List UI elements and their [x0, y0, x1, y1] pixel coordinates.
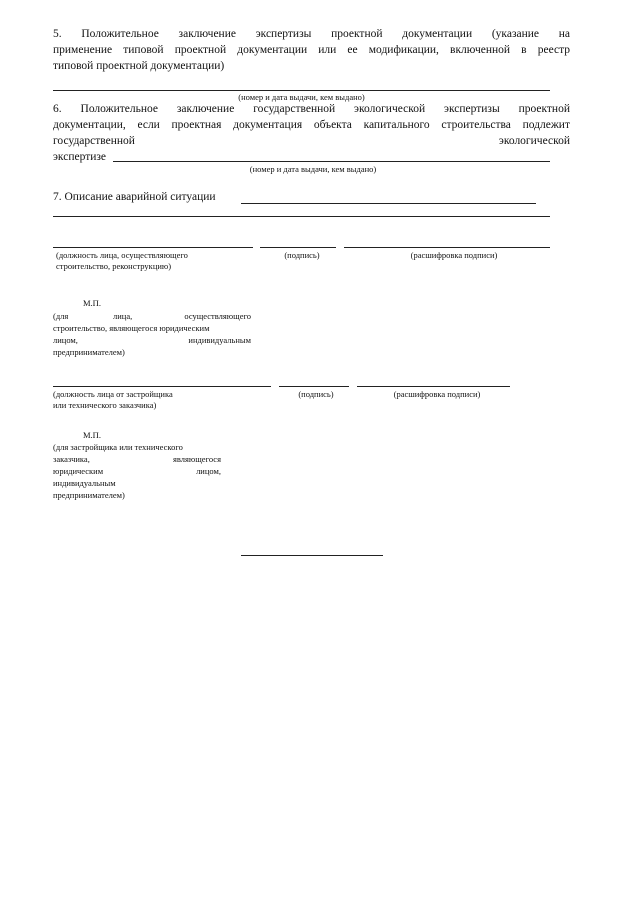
item7-fill-line-1[interactable]	[241, 203, 536, 204]
developer-decoding-line[interactable]	[357, 386, 510, 387]
builder-seal-line3a: лицом,	[53, 335, 78, 345]
item6-line4: экспертизе	[53, 151, 107, 163]
builder-decoding-line[interactable]	[344, 247, 550, 248]
item7-label: 7. Описание аварийной ситуации	[53, 191, 216, 203]
developer-position-line[interactable]	[53, 386, 271, 387]
developer-seal-line5: предпринимателем)	[53, 490, 125, 500]
builder-seal-line4: предпринимателем)	[53, 347, 125, 357]
developer-seal-line4: индивидуальным	[53, 478, 116, 488]
developer-seal-line2b: являющегося	[172, 454, 221, 464]
developer-signature-line[interactable]	[279, 386, 349, 387]
builder-signature-line[interactable]	[260, 247, 336, 248]
builder-seal-line3b: индивидуальным	[188, 335, 251, 345]
item5-caption: (номер и дата выдачи, кем выдано)	[238, 92, 365, 102]
item5-line1: 5. Положительное заключение экспертизы проектной документации (указание на	[53, 28, 570, 40]
developer-position-caption-2: или технического заказчика)	[53, 400, 157, 410]
developer-seal-line3a: юридическим	[53, 466, 104, 476]
builder-position-line[interactable]	[53, 247, 253, 248]
item5-line3: типовой проектной документации)	[53, 60, 225, 72]
item7-fill-line-2[interactable]	[53, 216, 550, 217]
builder-signature-caption: (подпись)	[284, 250, 320, 260]
item6-fill-line[interactable]	[113, 161, 550, 162]
developer-position-caption-1: (должность лица от застройщика	[53, 389, 173, 399]
item6-caption: (номер и дата выдачи, кем выдано)	[249, 164, 377, 174]
builder-position-caption-1: (должность лица, осуществляющего	[56, 250, 188, 260]
builder-seal-title: М.П.	[83, 298, 101, 308]
builder-decoding-caption: (расшифровка подписи)	[410, 250, 498, 260]
developer-seal-line2a: заказчика,	[53, 454, 90, 464]
developer-seal-line1: (для застройщика или технического	[53, 442, 183, 452]
item6-line2: документации, если проектная документация объекта капитального строительства подлежит	[53, 119, 570, 131]
developer-signature-caption: (подпись)	[298, 389, 334, 399]
builder-position-caption-2: строительство, реконструкцию)	[56, 261, 172, 271]
document-end-line	[241, 555, 383, 556]
item6-line3b: экологической	[498, 135, 570, 147]
developer-decoding-caption: (расшифровка подписи)	[393, 389, 481, 399]
developer-seal-line3b: лицом,	[196, 466, 221, 476]
builder-seal-line1c: осуществляющего	[184, 311, 251, 321]
builder-seal-line1b: лица,	[113, 311, 133, 321]
item5-line2: применение типовой проектной документации или ее модификации, включенной в реестр	[53, 44, 570, 56]
builder-seal-line1a: (для	[53, 311, 69, 321]
item5-fill-line[interactable]	[53, 90, 550, 91]
item6-line3a: государственной	[53, 135, 135, 147]
builder-seal-line2: строительство, являющегося юридическим	[53, 323, 210, 333]
developer-seal-title: М.П.	[83, 430, 101, 440]
item6-line1: 6. Положительное заключение государственной экологической экспертизы проектной	[53, 103, 570, 115]
